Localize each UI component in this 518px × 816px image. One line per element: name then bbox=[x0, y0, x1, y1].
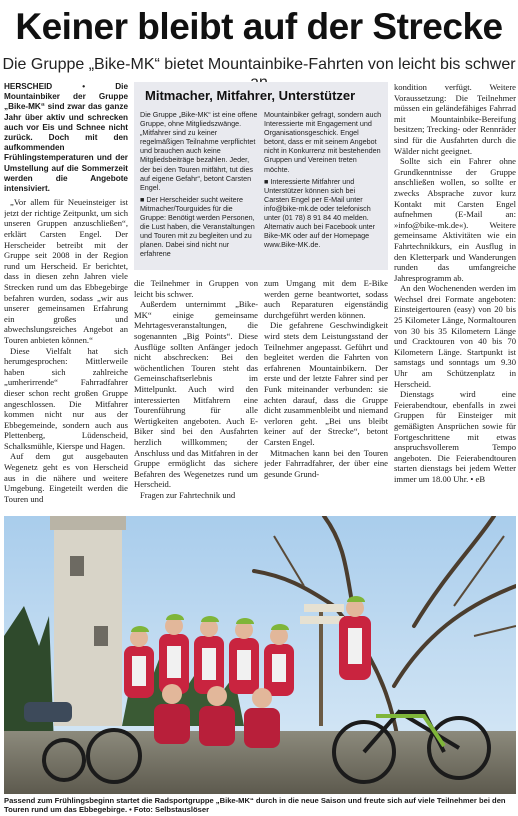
info-paragraph: Die Gruppe „Bike-MK“ ist eine offene Gruppe, ohne Mitgliedszwänge. „Mitfahrer sind zu keiner regelmäßigen Teilnahme verpflichtet und brauchen auch keine Mitgliedsbeiträge bezahlen. Jeder, der bei den Touren mitfährt, tut dies auf eigene Gefahr“, betont Carsten Engel. bbox=[140, 110, 258, 192]
paragraph: Auf dem gut ausgebauten Wegenetz geht es von Herscheid aus in die nähere und weitere Umgebung. Eingeteilt werden die Touren und bbox=[4, 451, 128, 504]
headline: Keiner bleibt auf der Strecke bbox=[15, 6, 503, 47]
paragraph: zum Umgang mit dem E-Bike werden gerne beantwortet, sodass auch Reparaturen eigenständig durchgeführt werden können. bbox=[264, 278, 388, 320]
paragraph: Dienstags wird eine Feierabendtour, ebenfalls in zwei Gruppen für Einsteiger mit gemäßigten Ansprüchen sowie für Fortgeschrittene mit etwas anspruchsvollerem Tempo angeboten. Die Feierabendtouren starten dienstags bei jedem Wetter immer um 18.00 Uhr. • eB bbox=[394, 389, 516, 484]
paragraph: Außerdem unternimmt „Bike-MK“ einige gemeinsame Mehrtagesveranstaltungen, die sogenannten „Big Points“. Diese Ausflüge sollten Anfänger jedoch nicht abschrecken: Bei den wöchentlichen Touren steht das Gemeinschaftserlebnis im Mittelpunkt. Auch wird den interessierten Mitfahrern eine Tourenführung für alle Wertigkeiten angeboten. Auch E-Biker sind bei den Ausfahrten herzlich willkommen; der Anschluss und das Mitfahren in der Gruppe ermöglicht das sichere Befahren des Wegenetzes rund um Herscheid. bbox=[134, 299, 258, 490]
info-paragraph: ■ Interessierte Mitfahrer und Unterstützer können sich bei Carsten Engel per E-Mail unter info@bike-mk.de oder telefonisch unter (01 78) 8 91 84 40 melden. Alternativ auch bei Facebook unter Bike-MK oder auf der Homepage www.Bike-MK.de. bbox=[264, 176, 376, 250]
lead-text: Die Mountainbiker der Gruppe „Bike-MK“ sind zwar das ganze Jahr über aktiv und schrecken auch vor Eis und Schnee nicht zurück. Doch mit den aufkommenden Frühlingstemperaturen und der Umstellung auf die Sommerzeit werden die Angebote intensiviert. bbox=[4, 82, 128, 194]
info-box-column-left bbox=[140, 110, 258, 262]
subheadline: Die Gruppe „Bike-MK“ bietet Mountainbike-Fahrten von leicht bis schwer bbox=[2, 56, 516, 73]
article-column-3 bbox=[264, 278, 388, 510]
info-box-column-right bbox=[264, 110, 382, 252]
info-box bbox=[134, 82, 388, 270]
paragraph: Diese Vielfalt hat sich herumgesprochen: Mittlerweile haben sich zahlreiche „umherirrende“ Fahrradfahrer dieser schon recht großen Gruppe angeschlossen. Die Mitfahrer kommen nicht nur aus der Ebbegemeinde, sondern auch aus Plettenberg, Lüdenscheid, Schalksmühle, Kierspe und Hagen. bbox=[4, 345, 128, 451]
group-photo bbox=[4, 516, 516, 794]
car bbox=[24, 702, 72, 722]
paragraph: Mitmachen kann bei den Touren jeder Fahrradfahrer, der über eine gesunde Grund- bbox=[264, 447, 388, 479]
article-column-4 bbox=[394, 82, 516, 510]
dateline: HERSCHEID • bbox=[4, 82, 86, 91]
article-column-2 bbox=[134, 278, 258, 510]
info-paragraph: ■ Der Herscheider sucht weitere Mitmacher/Tourguides für die Gruppe: Benötigt werden Personen, die Lust haben, die Veranstaltungen und Touren mit zu begleiten und zu planen. Dabei sind nicht nur erfahrene bbox=[140, 194, 255, 259]
paragraph: kondition verfügt. Weitere Voraussetzung: Die Teilnehmer müssen ein geländefähiges Fahrrad mit Mountainbike-Bereifung besitzen; Trecking- oder Rennräder sind für die Ausfahrten durch die Wälder nicht geeignet. bbox=[394, 82, 516, 156]
paragraph: An den Wochenenden werden im Wechsel drei Formate angeboten: Einsteigertouren (easy) von 20 bis 25 Kilometer Länge, Normaltouren von 30 bis 35 Kilometern Länge und Cracktouren von 40 bis 70 Kilometern Länge. Startpunkt ist samstags und sonntags um 9.30 Uhr am Schützenplatz in Herscheid. bbox=[394, 283, 516, 389]
paragraph: Sollte sich ein Fahrer ohne Grundkenntnisse der Gruppe anschließen wollen, so sollte er zwecks Absprache zuvor kurz Kontakt mit Carsten Engel aufnehmen (E-Mail an: »info@bike-mk.de«). Weitere gemeinsame Aktivitäten wie ein Fahrtechnikkurs, ein Ausflug in den Kletterpark und Wanderungen runden das umfangreiche Jahresprogramm ab. bbox=[394, 156, 516, 283]
info-box-title: Mitmacher, Mitfahrer, Unterstützer bbox=[145, 88, 356, 103]
tower bbox=[54, 516, 122, 726]
paragraph: die Teilnehmer in Gruppen von leicht bis schwer. bbox=[134, 278, 258, 299]
info-paragraph: Mountainbiker gefragt, sondern auch Interessierte mit Engagement und Organisationsgeschick. Engel betont, dass er mit seinem Angebot nicht in Konkurrenz mit bestehenden Gruppen und Vereinen treten möchte. bbox=[264, 110, 382, 174]
lead-paragraph bbox=[4, 82, 128, 194]
group-photo-illustration bbox=[4, 516, 516, 794]
paragraph: Fragen zur Fahrtechnik und bbox=[140, 489, 236, 500]
article-column-1 bbox=[4, 82, 128, 510]
paragraph: Die gefahrene Geschwindigkeit wird stets dem Leistungsstand der Teilnehmer angepasst. Geführt und begleitet werden die Fahrten von erfahrenen Mountainbikern. Der erste und der letzte Fahrer sind per Funk miteinander verbunden: sie achten darauf, dass die Gruppe dicht zusammenbleibt und niemand verloren geht. „Bei uns bleibt keiner auf der Strecke“, betont Carsten Engel. bbox=[264, 320, 388, 447]
photo-caption: Passend zum Frühlingsbeginn startet die Radsportgruppe „Bike-MK“ durch in die neue Saison und freute sich auf viele Teilnehmer bei den Touren rund um das Ebbegebirge. • Foto: Selbstauslöser bbox=[4, 796, 506, 815]
paragraph: „Vor allem für Neueinsteiger ist jetzt der richtige Zeitpunkt, um sich unseren Gruppen anzuschließen“, erklärt Carsten Engel. Der Herscheider betreibt mit der Gruppe seit 2008 in der Region rund um Herscheid. Er berichtet, dass in diesen zehn Jahren viele Strecken rund um das Ebbegebirge befahren wurden, sodass „wir aus unserer gemeinsamen Erfahrung ein großes und abwechslungsreiches Angebot an Touren anbieten können.“ bbox=[4, 197, 128, 345]
